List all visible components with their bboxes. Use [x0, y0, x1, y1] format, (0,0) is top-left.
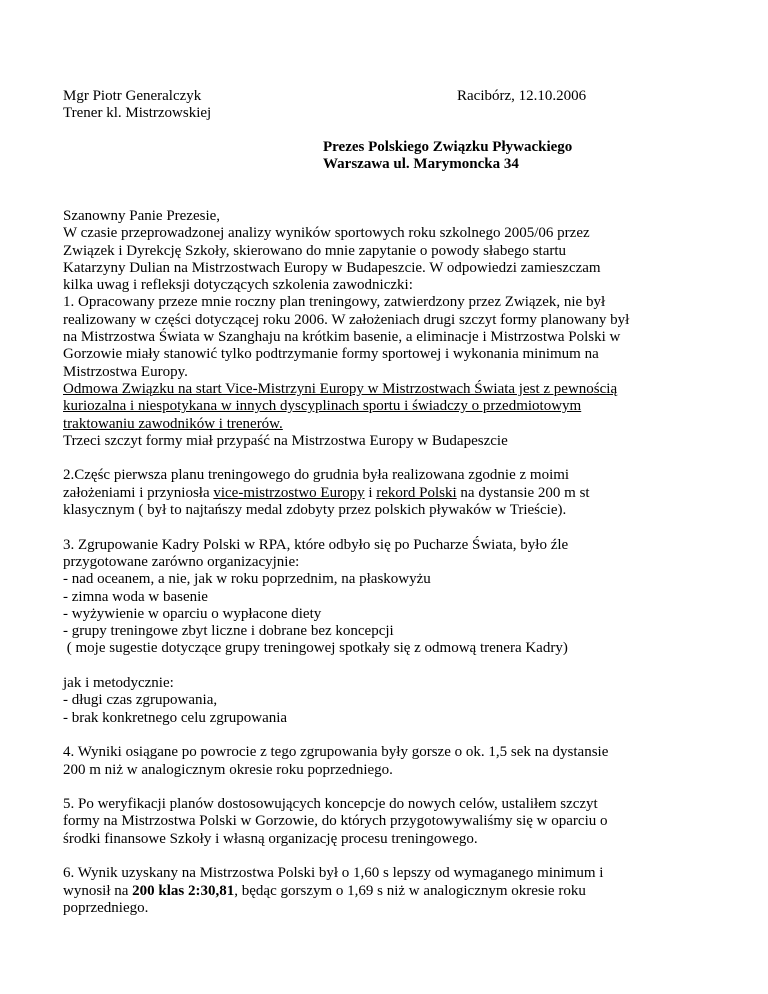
- third-peak-line: Trzeci szczyt formy miał przypaść na Mistrzostwa Europy w Budapeszcie: [63, 432, 508, 449]
- list-item: - grupy treningowe zbyt liczne i dobrane bez koncepcji: [63, 623, 394, 640]
- place-date: Racibórz, 12.10.2006: [457, 88, 587, 104]
- underlined-remark: [63, 381, 723, 433]
- underlined-polish-record: rekord Polski: [376, 484, 457, 501]
- point-3: [63, 537, 723, 727]
- text-line: środki finansowe Szkoły i własną organizację procesu treningowego.: [63, 830, 478, 847]
- text-line: 6. Wynik uzyskany na Mistrzostwa Polski był o 1,60 s lepszy od wymaganego minimum i: [63, 865, 604, 882]
- text-line: realizowany w części dotyczącej roku 2006. W założeniach drugi szczyt formy planowany był: [63, 311, 630, 328]
- intro-paragraph: [63, 225, 723, 294]
- bold-result: 200 klas 2:30,81: [132, 882, 235, 899]
- text-line: 5. Po weryfikacji planów dostosowujących koncepcje do nowych celów, ustaliłem szczyt: [63, 796, 598, 813]
- text-line: 1. Opracowany przeze mnie roczny plan treningowy, zatwierdzony przez Związek, nie był: [63, 294, 606, 311]
- point-1: [63, 294, 723, 380]
- underlined-line: traktowaniu zawodników i trenerów.: [63, 415, 283, 432]
- list-item: - długi czas zgrupowania,: [63, 692, 218, 709]
- text-line: 200 m niż w analogicznym okresie roku poprzedniego.: [63, 761, 393, 778]
- paragraph-gap: [63, 727, 723, 744]
- sender-title: Trener kl. Mistrzowskiej: [63, 105, 212, 122]
- text-line: formy na Mistrzostwa Polski w Gorzowie, do których przygotowywaliśmy się w oparciu o: [63, 813, 608, 830]
- text-span: wynosił na: [63, 882, 133, 899]
- salutation: Szanowny Panie Prezesie,: [63, 208, 221, 224]
- text-line: klasycznym ( był to najtańszy medal zdobyty przez polskich pływaków w Trieście).: [63, 502, 567, 519]
- list-item: ( moje sugestie dotyczące grupy treningowej spotkały się z odmową trenera Kadry): [63, 640, 568, 657]
- text-line: kilka uwag i refleksji dotyczących szkolenia zawodniczki:: [63, 277, 413, 294]
- underlined-vice-championship: vice-mistrzostwo Europy: [213, 484, 365, 501]
- point-4: [63, 744, 723, 779]
- text-line: Katarzyny Dulian na Mistrzostwach Europy w Budapeszcie. W odpowiedzi zamieszczam: [63, 259, 601, 276]
- paragraph-gap: [63, 519, 723, 536]
- sender-name: Mgr Piotr Generalczyk: [63, 88, 202, 104]
- text-span: , będąc gorszym o 1,69 s niż w analogicznym okresie roku: [234, 882, 586, 899]
- text-line: 3. Zgrupowanie Kadry Polski w RPA, które odbyło się po Pucharze Świata, było źle: [63, 536, 569, 553]
- recipient-block: [323, 139, 572, 174]
- text-line: przygotowane zarówno organizacyjnie:: [63, 553, 300, 570]
- letter-body: [63, 208, 723, 917]
- text-line: 2.Częśc pierwsza planu treningowego do grudnia była realizowana zgodnie z moimi: [63, 467, 570, 484]
- text-line: Gorzowie miały stanowić tylko podtrzymanie formy sportowej i wykonania minimum na: [63, 346, 599, 363]
- paragraph-gap: [63, 658, 723, 675]
- text-line: na Mistrzostwa Świata w Szanghaju na krótkim basenie, a eliminacje i Mistrzostwa Polski w: [63, 329, 621, 346]
- list-item: - zimna woda w basenie: [63, 588, 208, 605]
- text-line: [63, 485, 723, 502]
- paragraph-gap: [63, 450, 723, 467]
- point-2: [63, 467, 723, 519]
- point-6: [63, 865, 723, 917]
- recipient-line: Prezes Polskiego Związku Pływackiego: [323, 139, 573, 155]
- underlined-line: Odmowa Związku na start Vice-Mistrzyni Europy w Mistrzostwach Świata jest z pewnością: [63, 380, 618, 397]
- text-line: [63, 883, 723, 900]
- text-line: poprzedniego.: [63, 899, 149, 916]
- point-5: [63, 796, 723, 848]
- paragraph-gap: [63, 848, 723, 865]
- text-line: 4. Wyniki osiągane po powrocie z tego zgrupowania były gorsze o ok. 1,5 sek na dystansie: [63, 744, 609, 761]
- sender-block: [63, 88, 211, 123]
- text-line: Mistrzostwa Europy.: [63, 363, 188, 380]
- list-item: - nad oceanem, a nie, jak w roku poprzednim, na płaskowyżu: [63, 571, 431, 588]
- text-line: W czasie przeprowadzonej analizy wyników sportowych roku szkolnego 2005/06 przez: [63, 225, 590, 242]
- text-line: Związek i Dyrekcję Szkoły, skierowano do mnie zapytanie o powody słabego startu: [63, 242, 567, 259]
- underlined-line: kuriozalna i niespotykana w innych dyscyplinach sportu i świadczy o przedmiotowym: [63, 398, 582, 415]
- text-line: jak i metodycznie:: [63, 675, 174, 692]
- list-item: - brak konkretnego celu zgrupowania: [63, 709, 288, 726]
- list-item: - wyżywienie w oparciu o wypłacone diety: [63, 605, 322, 622]
- recipient-line: Warszawa ul. Marymoncka 34: [323, 156, 519, 173]
- text-span: założeniami i przyniosła: [63, 484, 214, 501]
- text-span: i: [364, 484, 377, 501]
- paragraph-gap: [63, 779, 723, 796]
- text-span: na dystansie 200 m st: [456, 484, 590, 501]
